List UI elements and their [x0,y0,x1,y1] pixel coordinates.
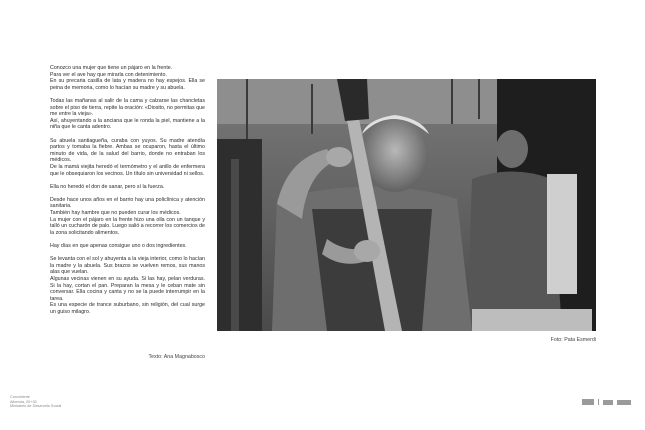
paragraph-6 [50,243,205,250]
paragraph-1 [50,65,205,91]
footer-line: Conviviente [10,395,30,399]
text-line: Algunas vecinas vienen en su ayuda. Si las hay, pelan verduras. Si la hay, cortan el pan. Preparan la mesa y le ceban mate sin conversar. Ella cocina y canta y no se la puede interrumpir en la tarea. [50,276,205,302]
text-line: La mujer con el pájaro en la frente hizo una olla con un tanque y talló un cucharón de palo. Luego salió a recorrer los comercios de la zona solicitando alimentos. [50,216,205,236]
text-line: Ella no heredó el don de sanar, pero sí la fuerza. [50,183,165,190]
footer-line: Ministerio de Desarrollo Social [10,404,62,409]
photograph [217,79,596,331]
text-line: Se levanta con el sol y ahuyenta a la vieja interior, como lo hacían la madre y la abuela. Sus brazos se vuelven remos, sus manos alas que vuelan. [50,256,205,276]
paragraph-2 [50,98,205,131]
institution-logo [617,400,631,405]
photo-illustration [217,79,596,331]
text-line: Es una especie de trance suburbano, sin religión, del cual surge un guiso milagro. [50,302,205,315]
footer-line: Alberola, 20+30 [10,399,37,404]
institution-logo [603,400,613,405]
text-line: En su precaria casilla de lata y madera no hay espejos. Ella se peina de memoria, como lo hacían su madre y su abuela. [50,78,205,91]
footer-logos [582,399,631,405]
footer-caption [10,395,61,409]
photo-credit: Foto: Pata Esmerdi [550,337,596,343]
text-line: Todas las mañanas al salir de la cama y calzarse las chancletas sobre el piso de tierra, repite la oración: «Diosito, no permitas que me entre la vieja». [50,97,205,118]
text-line: Desde hace unos años en el barrio hay una policlínica y atención sanitaria. [50,196,205,210]
text-line: Para ver el ave hay que mirarla con detenimiento. [50,71,167,78]
paragraph-3 [50,138,205,178]
institution-logo [582,399,594,405]
text-line: Su abuela santiagueña, curaba con yuyos. Su madre atendía partos y tomaba la fiebre. Ambas se ocuparon, hasta el último minuto de vida, de la salud del barrio, donde no entraban los médicos. [50,137,205,164]
text-line: Conozco una mujer que tiene un pájaro en la frente. [50,65,173,71]
institution-logo [598,399,599,405]
paragraph-4 [50,184,205,191]
text-credit: Texto: Ana Magnabosco [148,354,205,360]
article-text [50,65,205,322]
text-line: Hay días en que apenas consigue uno o dos ingredientes. [50,243,187,250]
paragraph-7 [50,256,205,315]
text-line: También hay hambre que no pueden curar los médicos. [50,210,181,217]
text-line: De la mamá viejita heredó el termómetro y el anillo de enfermera que le obsequiaron los vecinos. Un título sin universidad ni sellos. [50,163,205,177]
text-line: Así, ahuyentando a la anciana que le ronda la piel, mantiene a la niña que le canta adentro. [50,117,205,131]
paragraph-5 [50,197,205,237]
